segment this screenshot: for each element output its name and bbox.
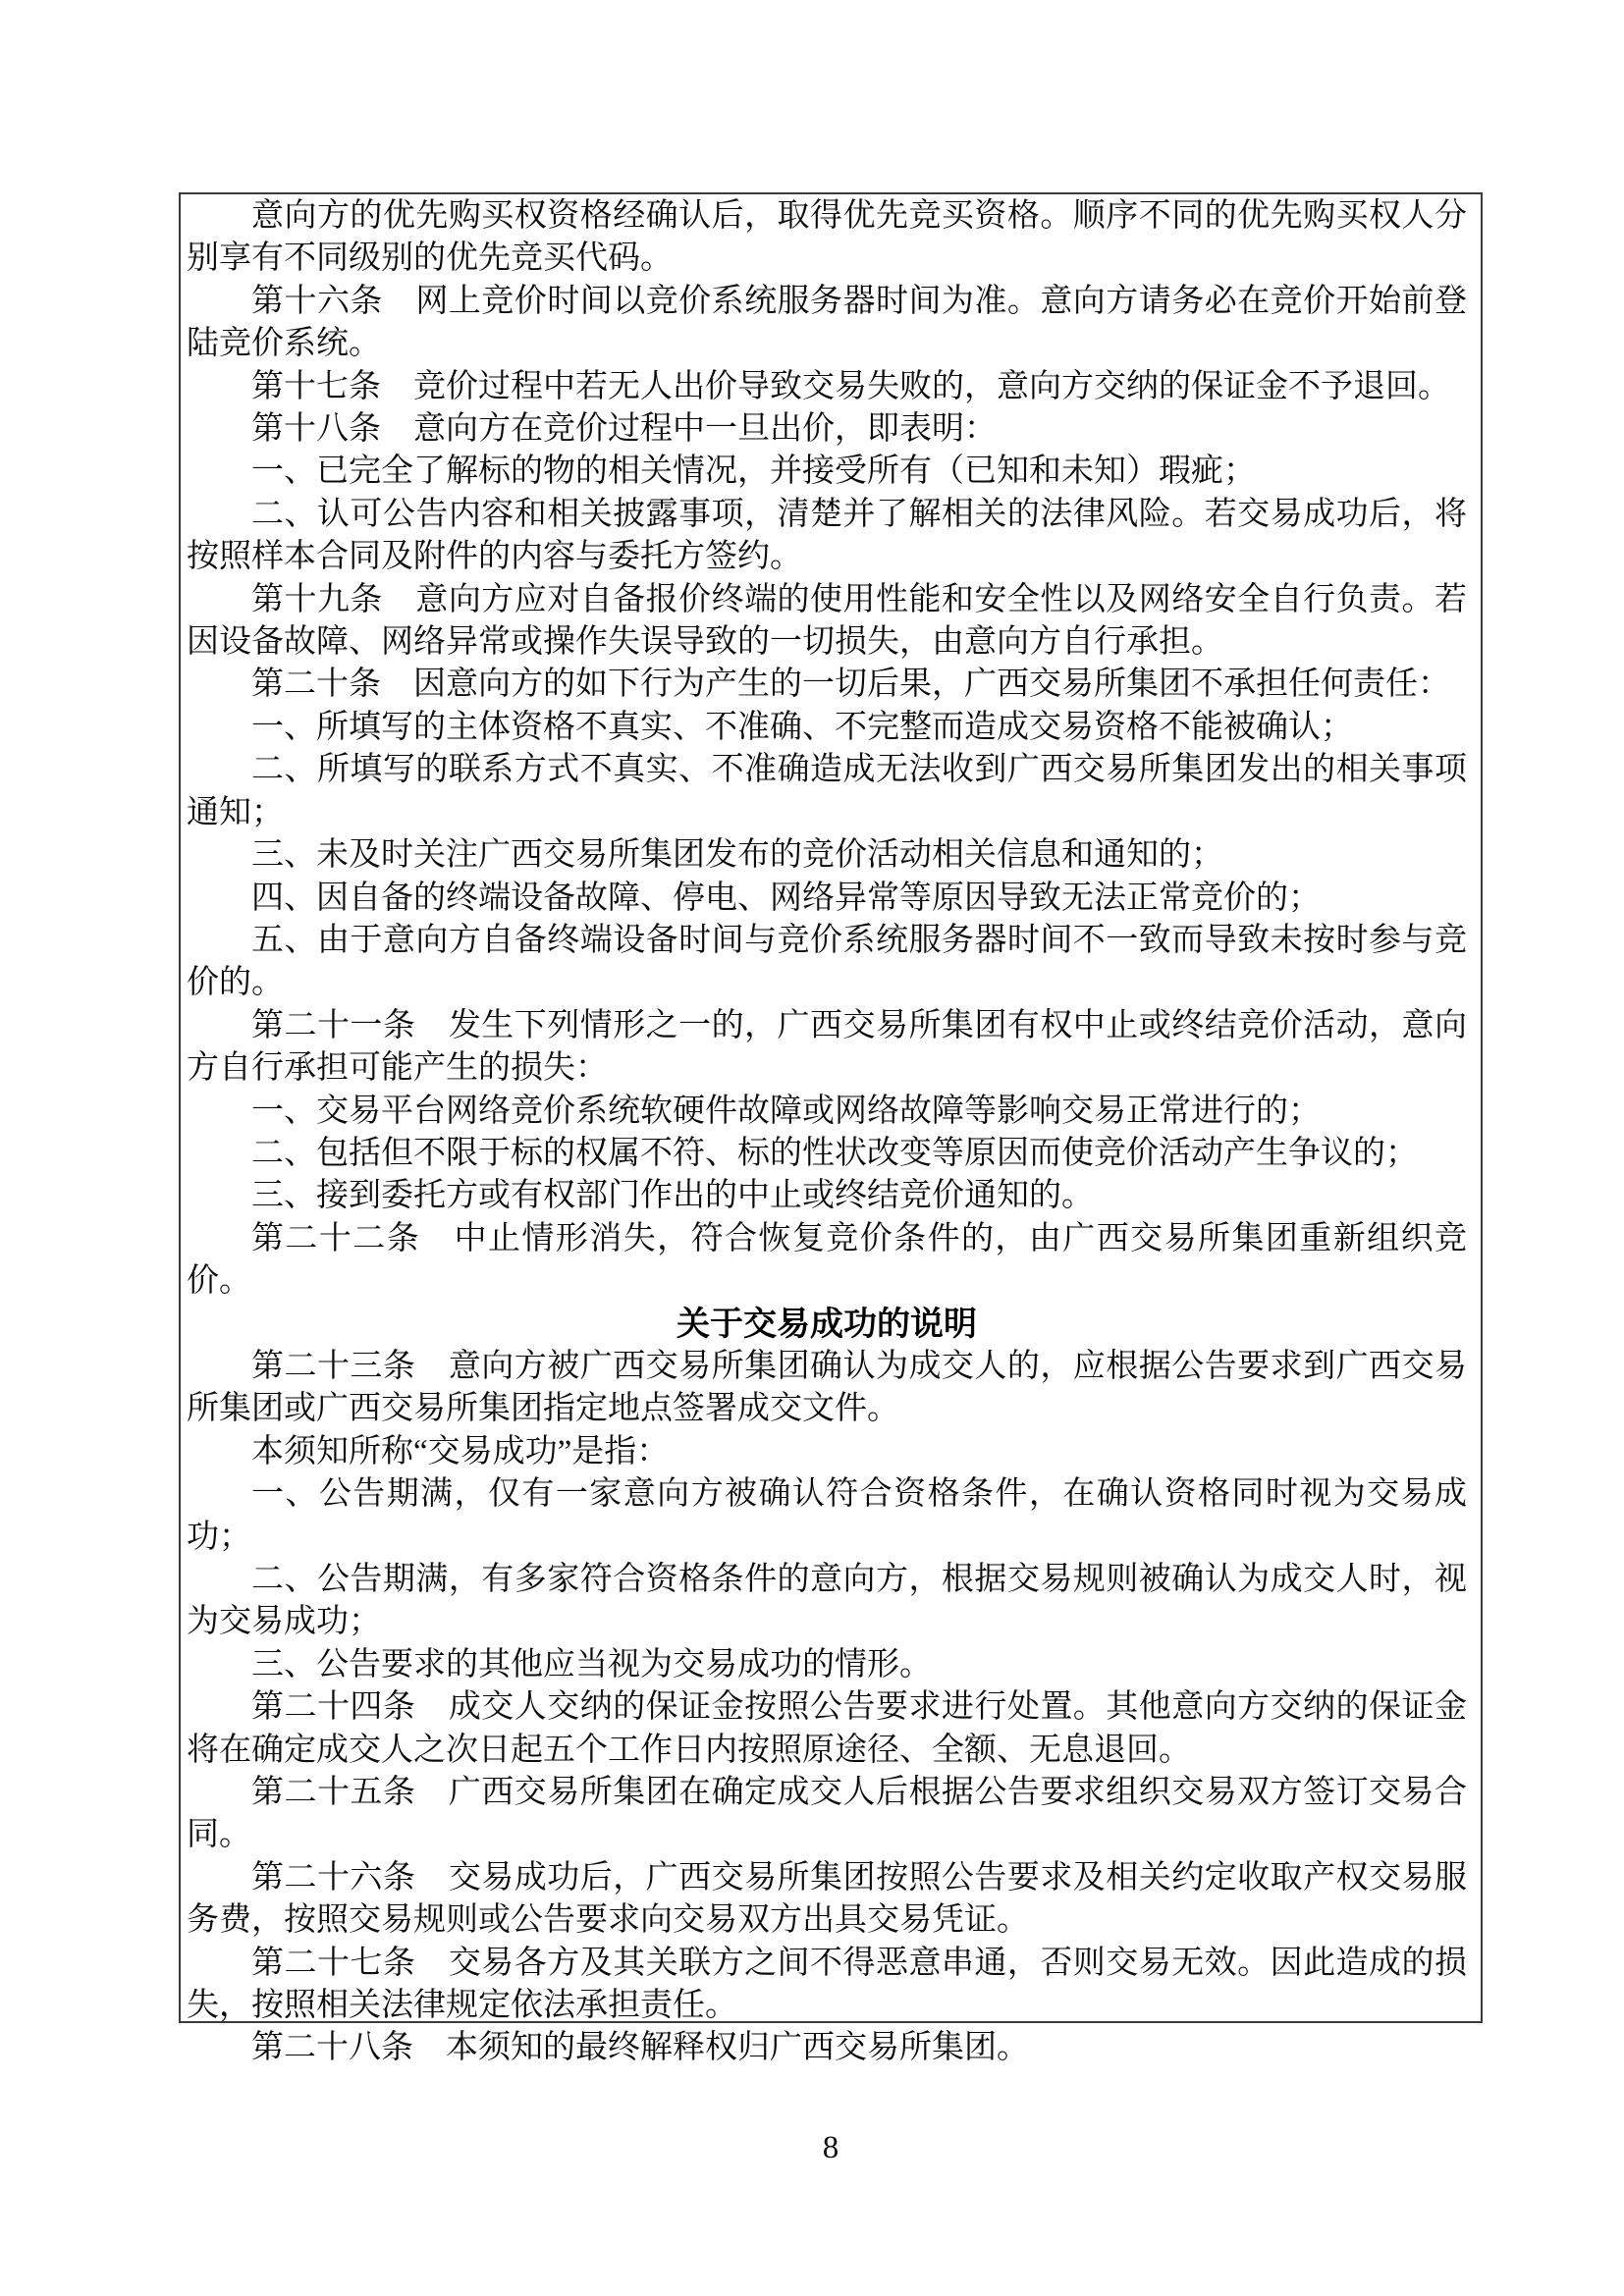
paragraph: 二、公告期满，有多家符合资格条件的意向方，根据交易规则被确认为成交人时，视为交易成功； — [187, 1562, 1467, 1640]
paragraph: 第二十三条 意向方被广西交易所集团确认为成交人的，应根据公告要求到广西交易所集团或广西交易所集团指定地点签署成交文件。 — [187, 1348, 1467, 1427]
paragraph: 第二十四条 成交人交纳的保证金按照公告要求进行处置。其他意向方交纳的保证金将在确定成交人之次日起五个工作日内按照原途径、全额、无息退回。 — [187, 1689, 1467, 1768]
paragraph: 一、公告期满，仅有一家意向方被确认符合资格条件，在确认资格同时视为交易成功； — [187, 1476, 1467, 1555]
paragraph: 意向方的优先购买权资格经确认后，取得优先竞买资格。顺序不同的优先购买权人分别享有不同级别的优先竞买代码。 — [187, 198, 1467, 277]
section-heading: 关于交易成功的说明 — [677, 1305, 977, 1343]
paragraph: 第二十一条 发生下列情形之一的，广西交易所集团有权中止或终结竞价活动，意向方自行承担可能产生的损失： — [187, 1007, 1467, 1087]
paragraph: 二、包括但不限于标的权属不符、标的性状改变等原因而使竞价活动产生争议的； — [251, 1135, 1418, 1171]
paragraph: 三、接到委托方或有权部门作出的中止或终结竞价通知的。 — [251, 1178, 1094, 1214]
paragraph: 三、未及时关注广西交易所集团发布的竞价活动相关信息和通知的； — [251, 837, 1223, 874]
paragraph: 一、已完全了解标的物的相关情况，并接受所有（已知和未知）瑕疵； — [251, 454, 1256, 490]
page-number: 8 — [822, 2130, 839, 2165]
paragraph: 第二十条 因意向方的如下行为产生的一切后果，广西交易所集团不承担任何责任： — [251, 667, 1450, 703]
paragraph: 二、认可公告内容和相关披露事项，清楚并了解相关的法律风险。若交易成功后，将按照样本合同及附件的内容与委托方签约。 — [187, 496, 1467, 575]
paragraph: 第十六条 网上竞价时间以竞价系统服务器时间为准。意向方请务必在竞价开始前登陆竞价系统。 — [187, 283, 1467, 362]
paragraph: 五、由于意向方自备终端设备时间与竞价系统服务器时间不一致而导致未按时参与竞价的。 — [187, 922, 1467, 1001]
paragraph: 第二十二条 中止情形消失，符合恢复竞价条件的，由广西交易所集团重新组织竞价。 — [187, 1220, 1467, 1300]
paragraph: 三、公告要求的其他应当视为交易成功的情形。 — [251, 1646, 932, 1682]
paragraph: 第二十七条 交易各方及其关联方之间不得恶意串通，否则交易无效。因此造成的损失，按照相关法律规定依法承担责任。 — [187, 1945, 1467, 2024]
paragraph: 一、交易平台网络竞价系统软硬件故障或网络故障等影响交易正常进行的； — [251, 1093, 1321, 1129]
paragraph: 第十八条 意向方在竞价过程中一旦出价，即表明： — [251, 411, 997, 448]
paragraph: 第十九条 意向方应对自备报价终端的使用性能和安全性以及网络安全自行负责。若因设备故障、网络异常或操作失误导致的一切损失，由意向方自行承担。 — [187, 581, 1467, 661]
paragraph: 二、所填写的联系方式不真实、不准确造成无法收到广西交易所集团发出的相关事项通知； — [187, 752, 1467, 830]
paragraph: 第二十五条 广西交易所集团在确定成交人后根据公告要求组织交易双方签订交易合同。 — [187, 1775, 1467, 1853]
document-content-border — [179, 192, 1483, 2066]
paragraph: 第十七条 竞价过程中若无人出价导致交易失败的，意向方交纳的保证金不予退回。 — [251, 368, 1450, 404]
paragraph: 第二十六条 交易成功后，广西交易所集团按照公告要求及相关约定收取产权交易服务费，按照交易规则或公告要求向交易双方出具交易凭证。 — [187, 1859, 1467, 1939]
paragraph: 第二十八条 本须知的最终解释权归广西交易所集团。 — [251, 2030, 1029, 2066]
paragraph: 四、因自备的终端设备故障、停电、网络异常等原因导致无法正常竞价的； — [251, 880, 1321, 916]
paragraph: 一、所填写的主体资格不真实、不准确、不完整而造成交易资格不能被确认； — [251, 709, 1353, 745]
paragraph: 本须知所称“交易成功”是指： — [251, 1433, 670, 1469]
